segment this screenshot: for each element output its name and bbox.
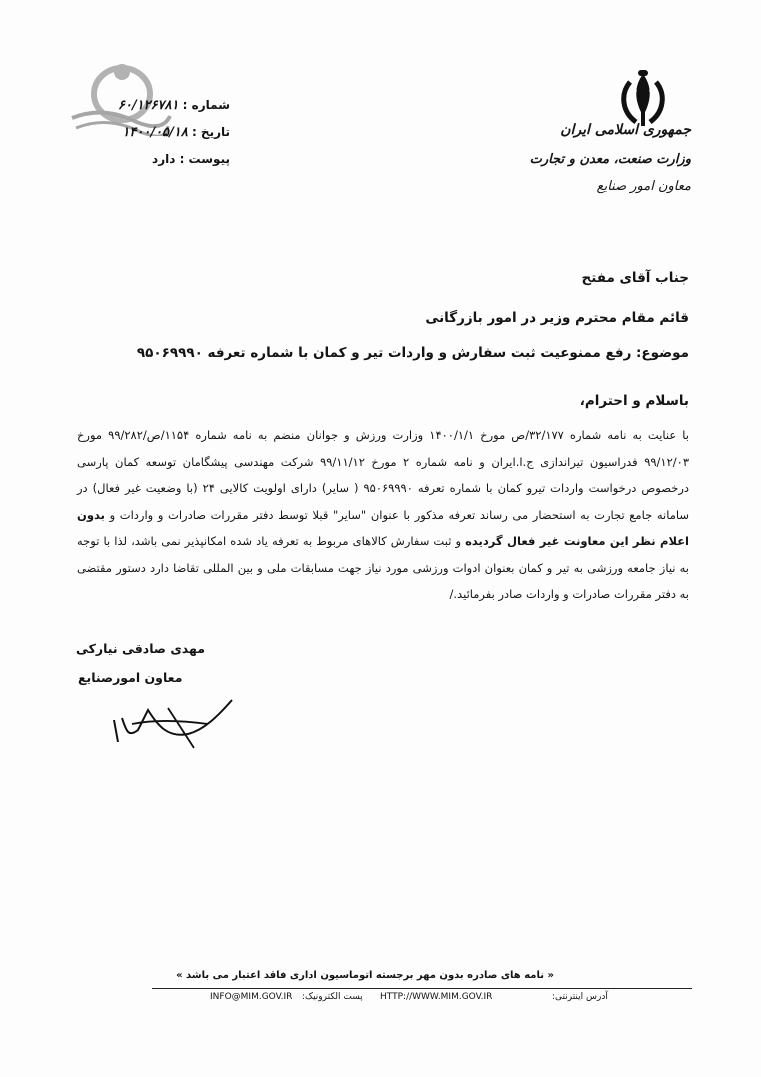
attachment-value: دارد (152, 152, 176, 166)
meta-number: شماره : ۶۰/۱۲۶۷۸۱ (117, 98, 230, 113)
footer-website-label: آدرس اینترنتی: (552, 992, 608, 1002)
org-country: جمهوری اسلامی ایران (560, 122, 691, 138)
org-ministry: وزارت صنعت، معدن و تجارت (529, 152, 691, 167)
footer-email-label: پست الکترونیک: (302, 992, 363, 1002)
footer-contact (210, 992, 690, 1006)
letter-meta (70, 92, 230, 172)
handwritten-signature (108, 690, 238, 750)
organization-block (511, 120, 691, 198)
footer-website: HTTP://WWW.MIM.GOV.IR (380, 992, 493, 1002)
footer-divider (152, 988, 692, 989)
greeting: باسلام و احترام، (579, 393, 689, 409)
body-text-2: و ثبت سفارش کالاهای مربوط به تعرفه یاد شده امکانپذیر نمی باشد، لذا با توجه به نیاز جامعه ورزشی به تیر و کمان بعنوان ادوات ورزشی مورد نیاز جهت مسابقات ملی و بین المللی تقاضا دارد دستور مقتضی به دفتر مقررات صادرات و واردات صادر بفرمائید./ (77, 534, 689, 601)
date-value: ۱۴۰۰/۰۵/۱۸ (122, 125, 188, 140)
number-value: ۶۰/۱۲۶۷۸۱ (117, 98, 179, 113)
signatory-title: معاون امورصنایع (78, 670, 183, 685)
meta-attachment: پیوست : دارد (152, 152, 230, 166)
meta-date: تاریخ : ۱۴۰۰/۰۵/۱۸ (122, 125, 230, 140)
body-text-1: با عنایت به نامه شماره ۳۲/۱۷۷/ص مورخ ۱۴۰۰/۱/۱ وزارت ورزش و جوانان منضم به نامه شماره ۱۱۵۴/ص/۹۹/۲۸۲ مورخ ۹۹/۱۲/۰۳ فدراسیون تیراندازی ج.ا.ایران و نامه شماره ۲ مورخ ۹۹/۱۱/۱۲ شرکت مهندسی پیشگامان توسعه کمان پارسی درخصوص درخواست واردات تیرو کمان با شماره تعرفه ۹۵۰۶۹۹۹۰ ( سایر) دارای اولویت کالایی ۲۴ (با وضعیت غیر فعال) در سامانه جامع تجارت به استحضار می رساند تعرفه مذکور با عنوان "سایر" قبلا توسط دفتر مقررات صادرات و واردات و (77, 428, 690, 522)
letter-body (77, 422, 689, 608)
footer-email: INFO@MIM.GOV.IR (210, 992, 293, 1002)
footer-note: « نامه های صادره بدون مهر برجسته اتوماسیون اداری فاقد اعتبار می باشد » (176, 970, 554, 981)
signatory-name: مهدی صادقی نیارکی (76, 641, 205, 656)
body-bold-text: بدون اعلام نظر این معاونت غیر فعال گردیده (77, 507, 689, 548)
addressee: جناب آقای مفتح (581, 270, 689, 286)
addressee-title: قائم مقام محترم وزیر در امور بازرگانی (425, 310, 689, 326)
org-department: معاون امور صنایع (596, 179, 691, 194)
subject-line: موضوع: رفع ممنوعیت ثبت سفارش و واردات تیر و کمان با شماره تعرفه ۹۵۰۶۹۹۹۰ (136, 345, 689, 361)
